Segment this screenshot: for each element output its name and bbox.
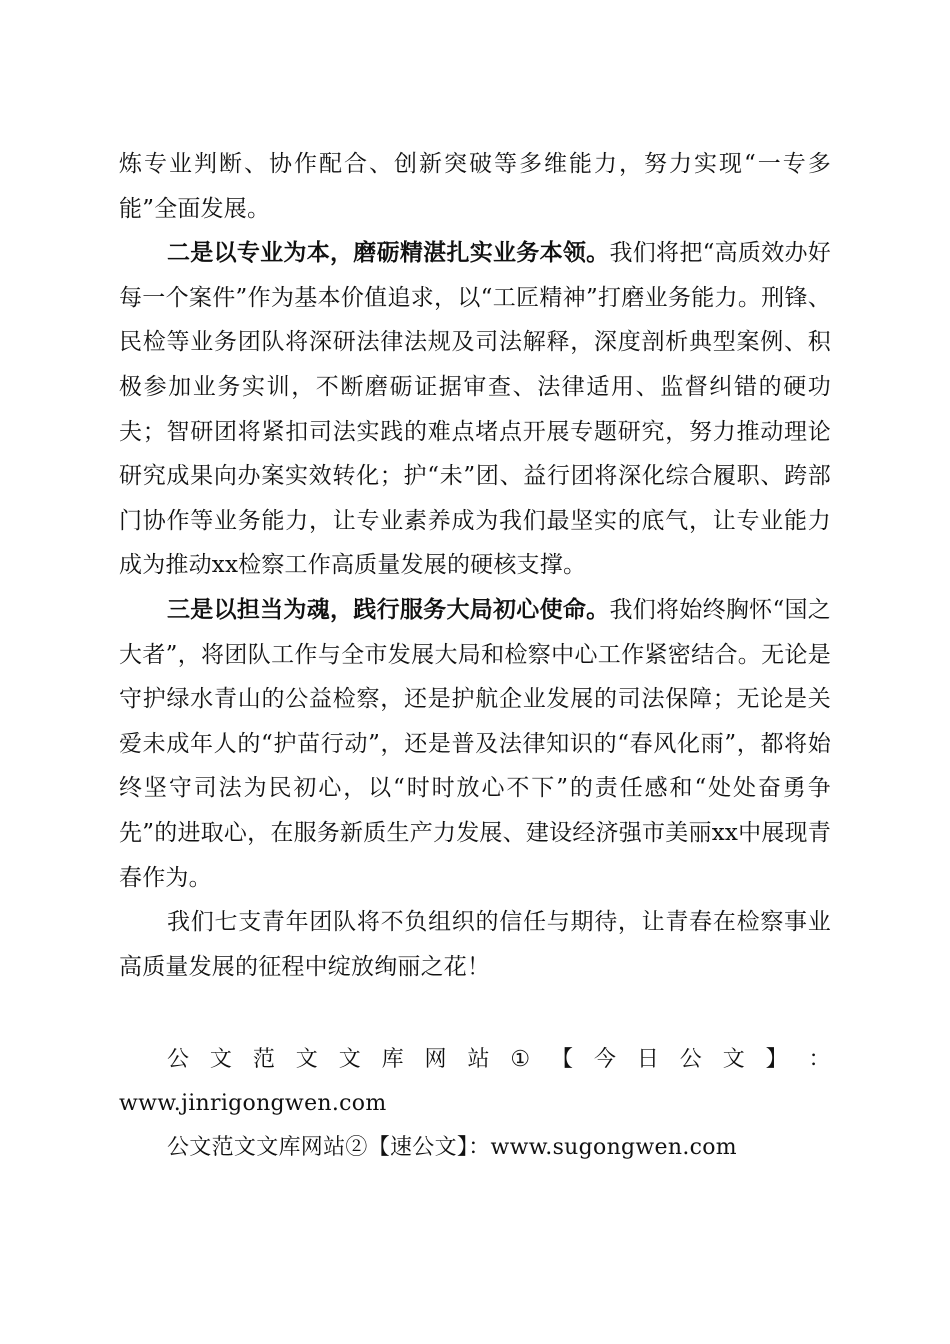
paragraph-continuation: [119, 142, 831, 231]
footer-char: 网: [424, 1047, 447, 1072]
footer-char: 今: [593, 1047, 617, 1072]
footer-website-1-url: www.jinrigongwen.com: [119, 1091, 387, 1116]
footer-char: 日: [636, 1047, 660, 1072]
paragraph-text: 炼专业判断、协作配合、创新突破等多维能力，努力实现“一专多能”全面发展。: [119, 151, 831, 222]
footer-website-1: [119, 1038, 831, 1126]
footer-char: 站: [467, 1047, 490, 1072]
footer-char: 库: [381, 1047, 404, 1072]
document-body: [119, 142, 831, 989]
footer-char: 【: [551, 1047, 574, 1072]
paragraph-lead: 二是以专业为本，磨砺精湛扎实业务本领。: [167, 239, 610, 267]
footer-char: 公: [679, 1047, 703, 1072]
footer-char: 文: [295, 1047, 319, 1072]
paragraph-text: 我们将始终胸怀“国之大者”，将团队工作与全市发展大局和检察中心工作紧密结合。无论是守护绿水青山的公益检察，还是护航企业发展的司法保障；无论是关爱未成年人的“护苗行动”，还是普及法律知识的“春风化雨”，都将始终坚守司法为民初心，以“时时放心不下”的责任感和“处处奋勇争先”的进取心，在服务新质生产力发展、建设经济强市美丽xx中展现青春作为。: [119, 596, 831, 891]
paragraph-text: 我们七支青年团队将不负组织的信任与期待，让青春在检察事业高质量发展的征程中绽放绚丽之花！: [119, 909, 831, 980]
footer-website-2: 公文范文文库网站②【速公文】：www.sugongwen.com: [167, 1135, 737, 1160]
footer-website-1-label: [119, 1038, 831, 1082]
paragraph-point-two: [119, 231, 831, 588]
footer-char: 】: [765, 1047, 788, 1072]
footer-char: ①: [510, 1047, 531, 1072]
paragraph-closing: [119, 900, 831, 989]
paragraph-text: 我们将把“高质效办好每一个案件”作为基本价值追求，以“工匠精神”打磨业务能力。刑锋、民检等业务团队将深研法律法规及司法解释，深度剖析典型案例、积极参加业务实训，不断磨砺证据审查、法律适用、监督纠错的硬功夫；智研团将紧扣司法实践的难点堵点开展专题研究，努力推动理论研究成果向办案实效转化；护“未”团、益行团将深化综合履职、跨部门协作等业务能力，让专业素养成为我们最坚实的底气，让专业能力成为推动xx检察工作高质量发展的硬核支撑。: [119, 240, 831, 579]
footer-char: ：: [808, 1047, 831, 1072]
paragraph-point-three: [119, 588, 831, 900]
footer-char: 范: [252, 1047, 276, 1072]
paragraph-lead: 三是以担当为魂，践行服务大局初心使命。: [167, 595, 610, 623]
footer-char: 文: [338, 1047, 361, 1072]
footer-char: 公: [167, 1047, 190, 1072]
footer-char: 文: [722, 1047, 746, 1072]
footer-char: 文: [209, 1047, 233, 1072]
